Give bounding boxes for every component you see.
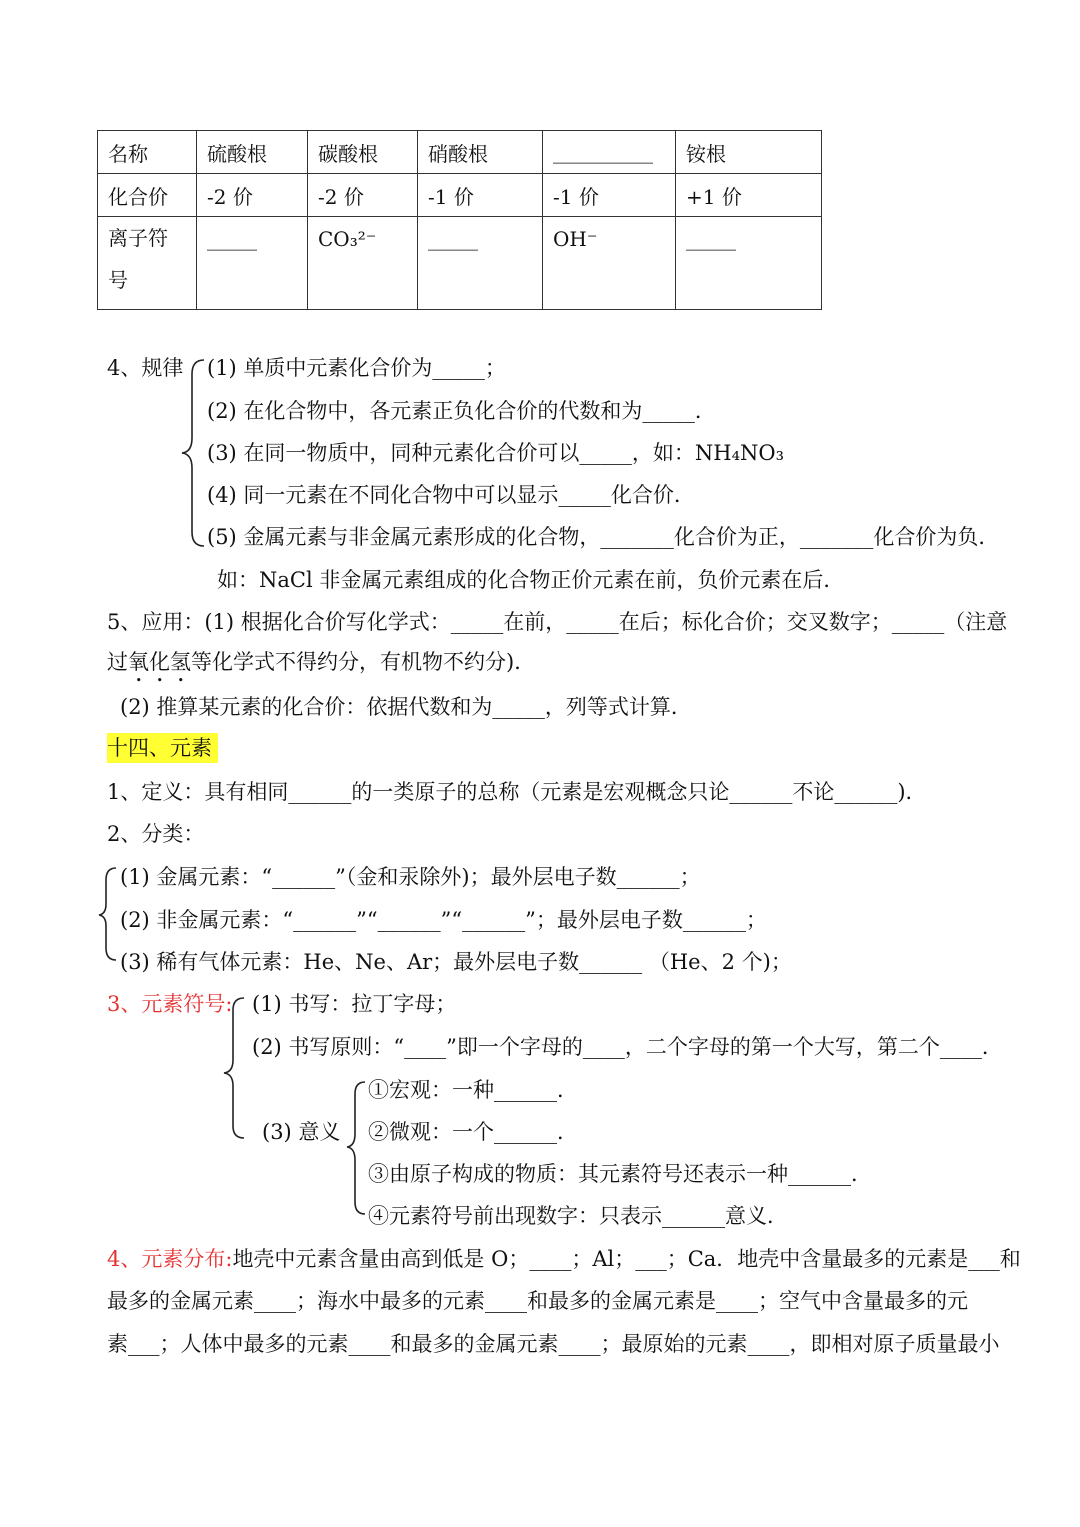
table-cell: -2 价: [197, 174, 308, 217]
symbols-heading: 3、元素符号:: [107, 992, 233, 1016]
classify-item: (1) 金属元素：“______”（金和汞除外)；最外层电子数______；: [120, 865, 701, 889]
distribution-line: 素___；人体中最多的元素____和最多的金属元素____；最原始的元素____，即相对原子质量最小: [107, 1332, 1000, 1356]
meaning-item: ④元素符号前出现数字：只表示______意义．: [368, 1204, 788, 1228]
emphasis-text: 氧化氢: [128, 650, 191, 674]
distribution-line: [107, 1244, 1021, 1274]
meaning-item: ③由原子构成的物质：其元素符号还表示一种______．: [368, 1162, 872, 1186]
meaning-item: ②微观：一个______．: [368, 1120, 578, 1144]
symbols-item: (3) 意义: [262, 1120, 341, 1144]
table-cell: 硝酸根: [418, 131, 543, 174]
table-cell: +1 价: [676, 174, 822, 217]
symbols-item: (2) 书写原则：“____”即一个字母的____，二个字母的第一个大写，第二个____．: [252, 1035, 1003, 1059]
classify-item: (2) 非金属元素：“______”“______”“______”；最外层电子数______；: [120, 908, 767, 932]
table-cell: -2 价: [308, 174, 418, 217]
application-line: [107, 647, 535, 687]
brace-icon: [220, 994, 248, 1144]
table-cell: _____: [676, 217, 822, 310]
brace-icon: [178, 356, 208, 550]
table-cell: CO₃²⁻: [308, 217, 418, 310]
distribution-heading: 4、元素分布:: [107, 1247, 233, 1271]
table-cell: _____: [197, 217, 308, 310]
table-row: [98, 217, 822, 310]
application-text: 等化学式不得约分，有机物不约分)．: [191, 650, 536, 674]
table-cell: 碳酸根: [308, 131, 418, 174]
table-cell: __________: [543, 131, 676, 174]
definition: 1、定义：具有相同______的一类原子的总称（元素是宏观概念只论______不论______)．: [107, 780, 927, 804]
meaning-item: ①宏观：一种______．: [368, 1078, 578, 1102]
rule-item: (1) 单质中元素化合价为_____；: [207, 356, 506, 380]
table-row: [98, 131, 822, 174]
table-cell: -1 价: [543, 174, 676, 217]
table-cell: OH⁻: [543, 217, 676, 310]
table-cell: 离子符号: [98, 217, 197, 310]
table-row: [98, 174, 822, 217]
distribution-line: 最多的金属元素____；海水中最多的元素____和最多的金属元素是____；空气中含量最多的元: [107, 1289, 968, 1313]
application-line: 5、应用：(1) 根据化合价写化学式：_____在前，_____在后；标化合价；交叉数字；_____（注意: [107, 610, 1008, 634]
brace-icon: [96, 864, 120, 964]
table-cell: 硫酸根: [197, 131, 308, 174]
table-cell: 铵根: [676, 131, 822, 174]
table-cell: -1 价: [418, 174, 543, 217]
ion-table: [97, 130, 822, 310]
brace-icon: [343, 1078, 369, 1218]
symbols-item: (1) 书写：拉丁字母；: [252, 992, 457, 1016]
table-cell: 名称: [98, 131, 197, 174]
rule-example: 如：NaCl 非金属元素组成的化合物正价元素在前，负价元素在后．: [217, 568, 845, 592]
table-cell: 化合价: [98, 174, 197, 217]
table-cell: _____: [418, 217, 543, 310]
classify-item: (3) 稀有气体元素：He、Ne、Ar；最外层电子数______ （He、2 个)；: [120, 950, 792, 974]
application-line: (2) 推算某元素的化合价：依据代数和为_____，列等式计算．: [120, 695, 692, 719]
section-title: 十四、元素: [107, 733, 218, 763]
distribution-text: 地壳中元素含量由高到低是 O；____；Al；___；Ca．地壳中含量最多的元素是___和: [232, 1247, 1021, 1271]
rule-item: (2) 在化合物中，各元素正负化合价的代数和为_____．: [207, 399, 716, 423]
rule-item: (3) 在同一物质中，同种元素化合价可以_____，如：NH₄NO₃: [207, 441, 785, 465]
classify-heading: 2、分类：: [107, 822, 205, 846]
rule-item: (4) 同一元素在不同化合物中可以显示_____化合价．: [207, 483, 695, 507]
rule-item: (5) 金属元素与非金属元素形成的化合物，_______化合价为正，_______化合价为负．: [207, 525, 1000, 549]
application-text: 过: [107, 650, 128, 674]
rules-heading: 4、规律: [107, 356, 184, 380]
